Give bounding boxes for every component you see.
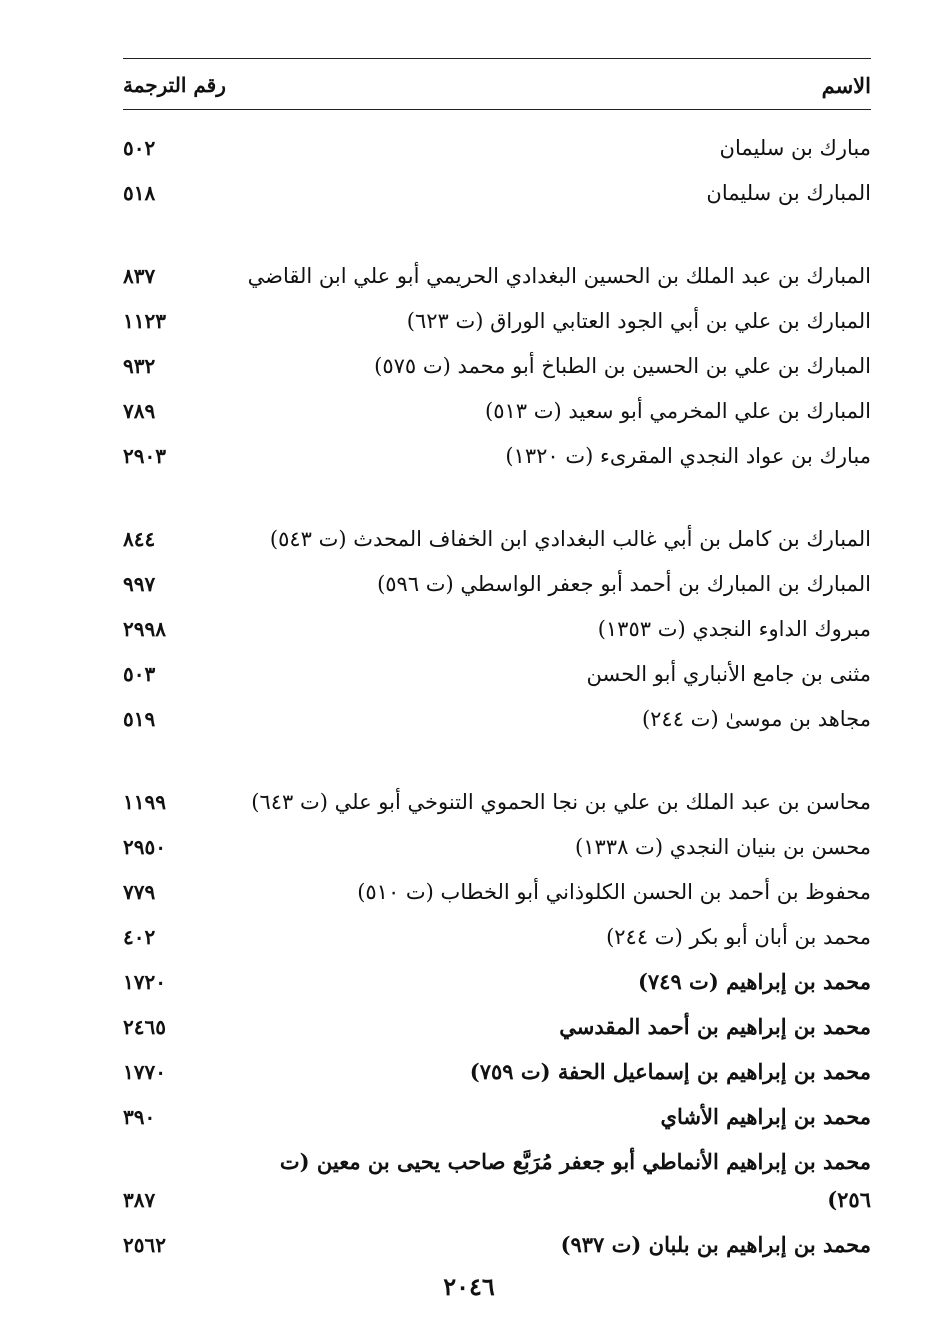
entry-name: مبروك الداوء النجدي (ت ١٣٥٣) [597, 617, 871, 641]
entry-name: مبارك بن سليمان [719, 136, 871, 160]
entry-number: ١٧٧٠ [123, 1060, 166, 1084]
entry-number: ٩٣٢ [123, 354, 156, 378]
entry-number: ١١٩٩ [123, 790, 166, 814]
list-item [123, 956, 871, 1001]
list-item [123, 122, 871, 167]
entry-name: محسن بن بنيان النجدي (ت ١٣٣٨) [575, 835, 871, 859]
entry-number: ٤٠٢ [123, 925, 156, 949]
entry-name: المبارك بن علي بن الحسين بن الطباخ أبو محمد (ت ٥٧٥) [374, 354, 871, 378]
entry-number: ٥١٨ [123, 181, 156, 205]
entry-name: مجاهد بن موسىٰ (ت ٢٤٤) [641, 707, 871, 731]
list-item [123, 1219, 871, 1264]
list-item [123, 430, 871, 475]
entry-number: ٢٥٦٢ [123, 1233, 166, 1257]
name-column-header: الاسم [821, 73, 871, 98]
number-column-header: رقم الترجمة [123, 73, 226, 97]
entry-number: ٢٩٠٣ [123, 444, 166, 468]
entry-name: محمد بن إبراهيم الأنماطي أبو جعفر مُرَبَّع صاحب يحيى بن معين (ت ٢٥٦) [279, 1149, 871, 1212]
entry-number: ١٧٢٠ [123, 970, 166, 994]
entry-number: ٧٨٩ [123, 399, 156, 423]
entry-number: ٨٤٤ [123, 527, 156, 551]
entry-number: ٢٩٥٠ [123, 835, 166, 859]
entry-number: ١١٢٣ [123, 309, 166, 333]
list-item [123, 385, 871, 430]
entry-name: المبارك بن كامل بن أبي غالب البغدادي ابن الخفاف المحدث (ت ٥٤٣) [269, 527, 871, 551]
entry-number: ٥١٩ [123, 707, 156, 731]
entry-name: محمد بن إبراهيم (ت ٧٤٩) [637, 969, 871, 994]
index-list [123, 122, 871, 1264]
list-item [123, 648, 871, 693]
list-item [123, 603, 871, 648]
table-header [123, 59, 871, 110]
entry-number: ٨٣٧ [123, 264, 156, 288]
list-item [123, 295, 871, 340]
entry-name: محمد بن إبراهيم الأشاي [660, 1104, 871, 1129]
entry-number: ٢٩٩٨ [123, 617, 166, 641]
list-item [123, 1046, 871, 1091]
entry-number: ٧٧٩ [123, 880, 156, 904]
entry-number: ٣٨٧ [123, 1188, 156, 1212]
page-number: ٢٠٤٦ [443, 1272, 495, 1301]
entry-name: محاسن بن عبد الملك بن علي بن نجا الحموي التنوخي أبو علي (ت ٦٤٣) [251, 790, 871, 814]
entry-name: محفوظ بن أحمد بن الحسن الكلوذاني أبو الخطاب (ت ٥١٠) [357, 880, 871, 904]
list-item [123, 1001, 871, 1046]
list-item [123, 340, 871, 385]
entry-number: ٢٤٦٥ [123, 1015, 166, 1039]
entry-number: ٩٩٧ [123, 572, 156, 596]
list-item [123, 558, 871, 603]
list-item [123, 167, 871, 212]
entry-number: ٥٠٣ [123, 662, 156, 686]
entry-name: محمد بن إبراهيم بن بلبان (ت ٩٣٧) [560, 1232, 871, 1257]
index-page [123, 58, 871, 1264]
entry-name: محمد بن إبراهيم بن إسماعيل الحفة (ت ٧٥٩) [469, 1059, 871, 1084]
list-item [123, 475, 871, 558]
entry-name: مبارك بن عواد النجدي المقرىء (ت ١٣٢٠) [505, 444, 871, 468]
entry-name: المبارك بن سليمان [706, 181, 871, 205]
entry-name: المبارك بن المبارك بن أحمد أبو جعفر الواسطي (ت ٥٩٦) [377, 572, 871, 596]
entry-number: ٣٩٠ [123, 1105, 156, 1129]
list-item [123, 738, 871, 821]
list-item [123, 1091, 871, 1136]
list-item [123, 212, 871, 295]
list-item [123, 1136, 871, 1219]
entry-name: المبارك بن علي المخرمي أبو سعيد (ت ٥١٣) [485, 399, 871, 423]
list-item [123, 693, 871, 738]
list-item [123, 866, 871, 911]
entry-name: مثنى بن جامع الأنباري أبو الحسن [586, 662, 871, 686]
entry-name: محمد بن أبان أبو بكر (ت ٢٤٤) [606, 925, 871, 949]
list-item [123, 821, 871, 866]
list-item [123, 911, 871, 956]
entry-name: محمد بن إبراهيم بن أحمد المقدسي [559, 1014, 871, 1039]
entry-name: المبارك بن علي بن أبي الجود العتابي الوراق (ت ٦٢٣) [406, 309, 871, 333]
entry-number: ٥٠٢ [123, 136, 156, 160]
entry-name: المبارك بن عبد الملك بن الحسين البغدادي الحريمي أبو علي ابن القاضي [247, 264, 871, 288]
